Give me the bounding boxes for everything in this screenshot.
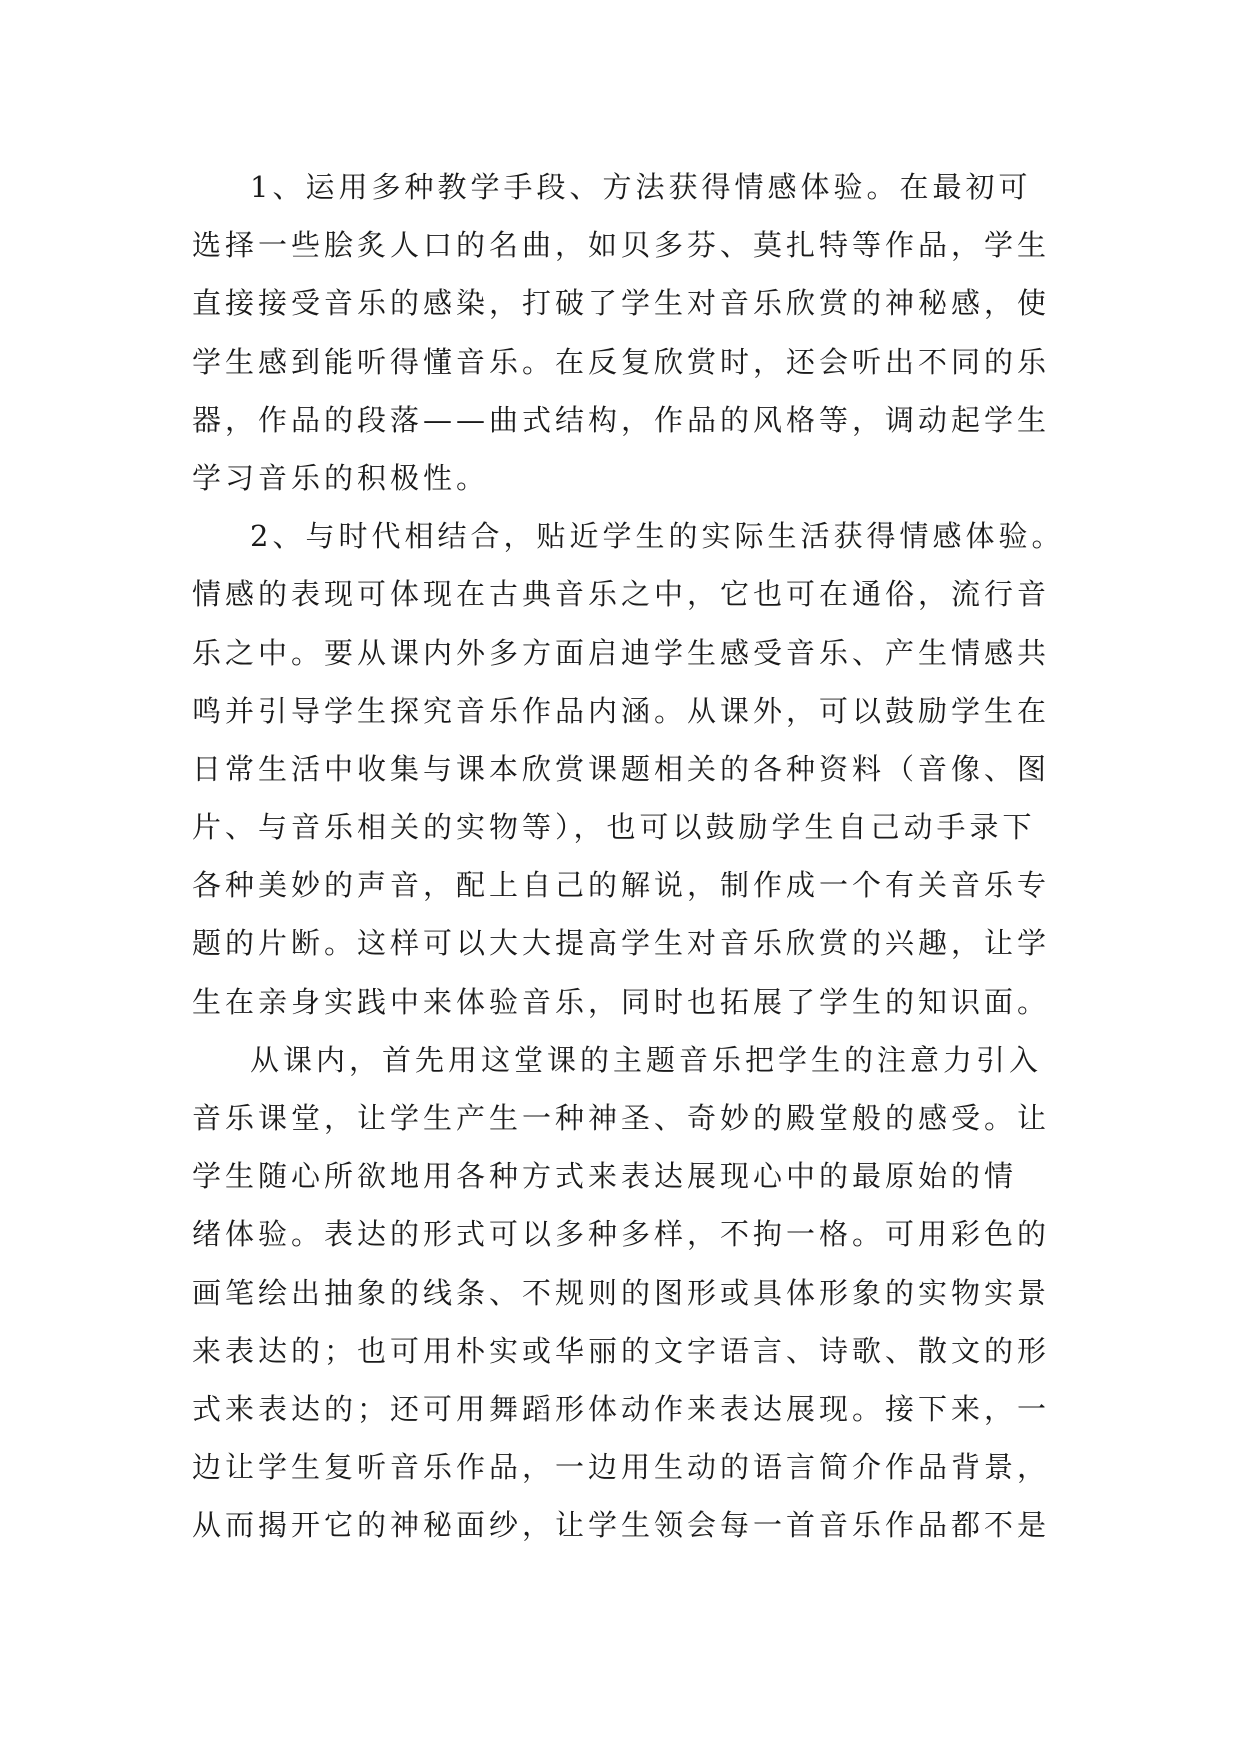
paragraph-3-line-6: 来表达的；也可用朴实或华丽的文字语言、诗歌、散文的形	[192, 1333, 1051, 1368]
paragraph-2-line-3: 乐之中。要从课内外多方面启迪学生感受音乐、产生情感共	[192, 635, 1051, 670]
paragraph-3-line-2: 音乐课堂，让学生产生一种神圣、奇妙的殿堂般的感受。让	[192, 1101, 1051, 1135]
paragraph-2-line-1: 2、与时代相结合，贴近学生的实际生活获得情感体验。	[250, 519, 1065, 554]
paragraph-2-line-2: 情感的表现可体现在古典音乐之中，它也可在通俗，流行音	[192, 577, 1051, 612]
paragraph-3-line-9: 从而揭开它的神秘面纱，让学生领会每一首音乐作品都不是	[192, 1508, 1051, 1543]
paragraph-3-line-3: 学生随心所欲地用各种方式来表达展现心中的最原始的情	[192, 1159, 1018, 1194]
paragraph-1-line-6: 学习音乐的积极性。	[192, 460, 490, 495]
paragraph-1-line-3: 直接接受音乐的感染，打破了学生对音乐欣赏的神秘感，使	[192, 286, 1051, 321]
paragraph-2-line-8: 题的片断。这样可以大大提高学生对音乐欣赏的兴趣，让学	[192, 926, 1051, 961]
paragraph-1-line-1: 1、运用多种教学手段、方法获得情感体验。在最初可	[250, 170, 1032, 204]
paragraph-3-line-4: 绪体验。表达的形式可以多种多样，不拘一格。可用彩色的	[192, 1217, 1051, 1252]
paragraph-1-line-2: 选择一些脍炙人口的名曲，如贝多芬、莫扎特等作品，学生	[192, 228, 1051, 263]
paragraph-1-line-5: 器，作品的段落——曲式结构，作品的风格等，调动起学生	[192, 402, 1051, 437]
paragraph-3-line-1: 从课内，首先用这堂课的主题音乐把学生的注意力引入	[250, 1042, 1043, 1077]
paragraph-3-line-5: 画笔绘出抽象的线条、不规则的图形或具体形象的实物实景	[192, 1275, 1051, 1310]
paragraph-2-line-7: 各种美妙的声音，配上自己的解说，制作成一个有关音乐专	[192, 868, 1051, 903]
paragraph-2-line-9: 生在亲身实践中来体验音乐，同时也拓展了学生的知识面。	[192, 984, 1051, 1019]
paragraph-1-line-4: 学生感到能听得懂音乐。在反复欣赏时，还会听出不同的乐	[192, 344, 1051, 379]
paragraph-3-line-8: 边让学生复听音乐作品，一边用生动的语言简介作品背景，	[192, 1450, 1051, 1485]
paragraph-2-line-6: 片、与音乐相关的实物等），也可以鼓励学生自己动手录下	[192, 810, 1036, 845]
paragraph-2-line-4: 鸣并引导学生探究音乐作品内涵。从课外，可以鼓励学生在	[192, 693, 1051, 728]
paragraph-3-line-7: 式来表达的；还可用舞蹈形体动作来表达展现。接下来，一	[192, 1391, 1051, 1426]
paragraph-2-line-5: 日常生活中收集与课本欣赏课题相关的各种资料（音像、图	[192, 751, 1051, 786]
document-body	[192, 158, 1072, 1555]
